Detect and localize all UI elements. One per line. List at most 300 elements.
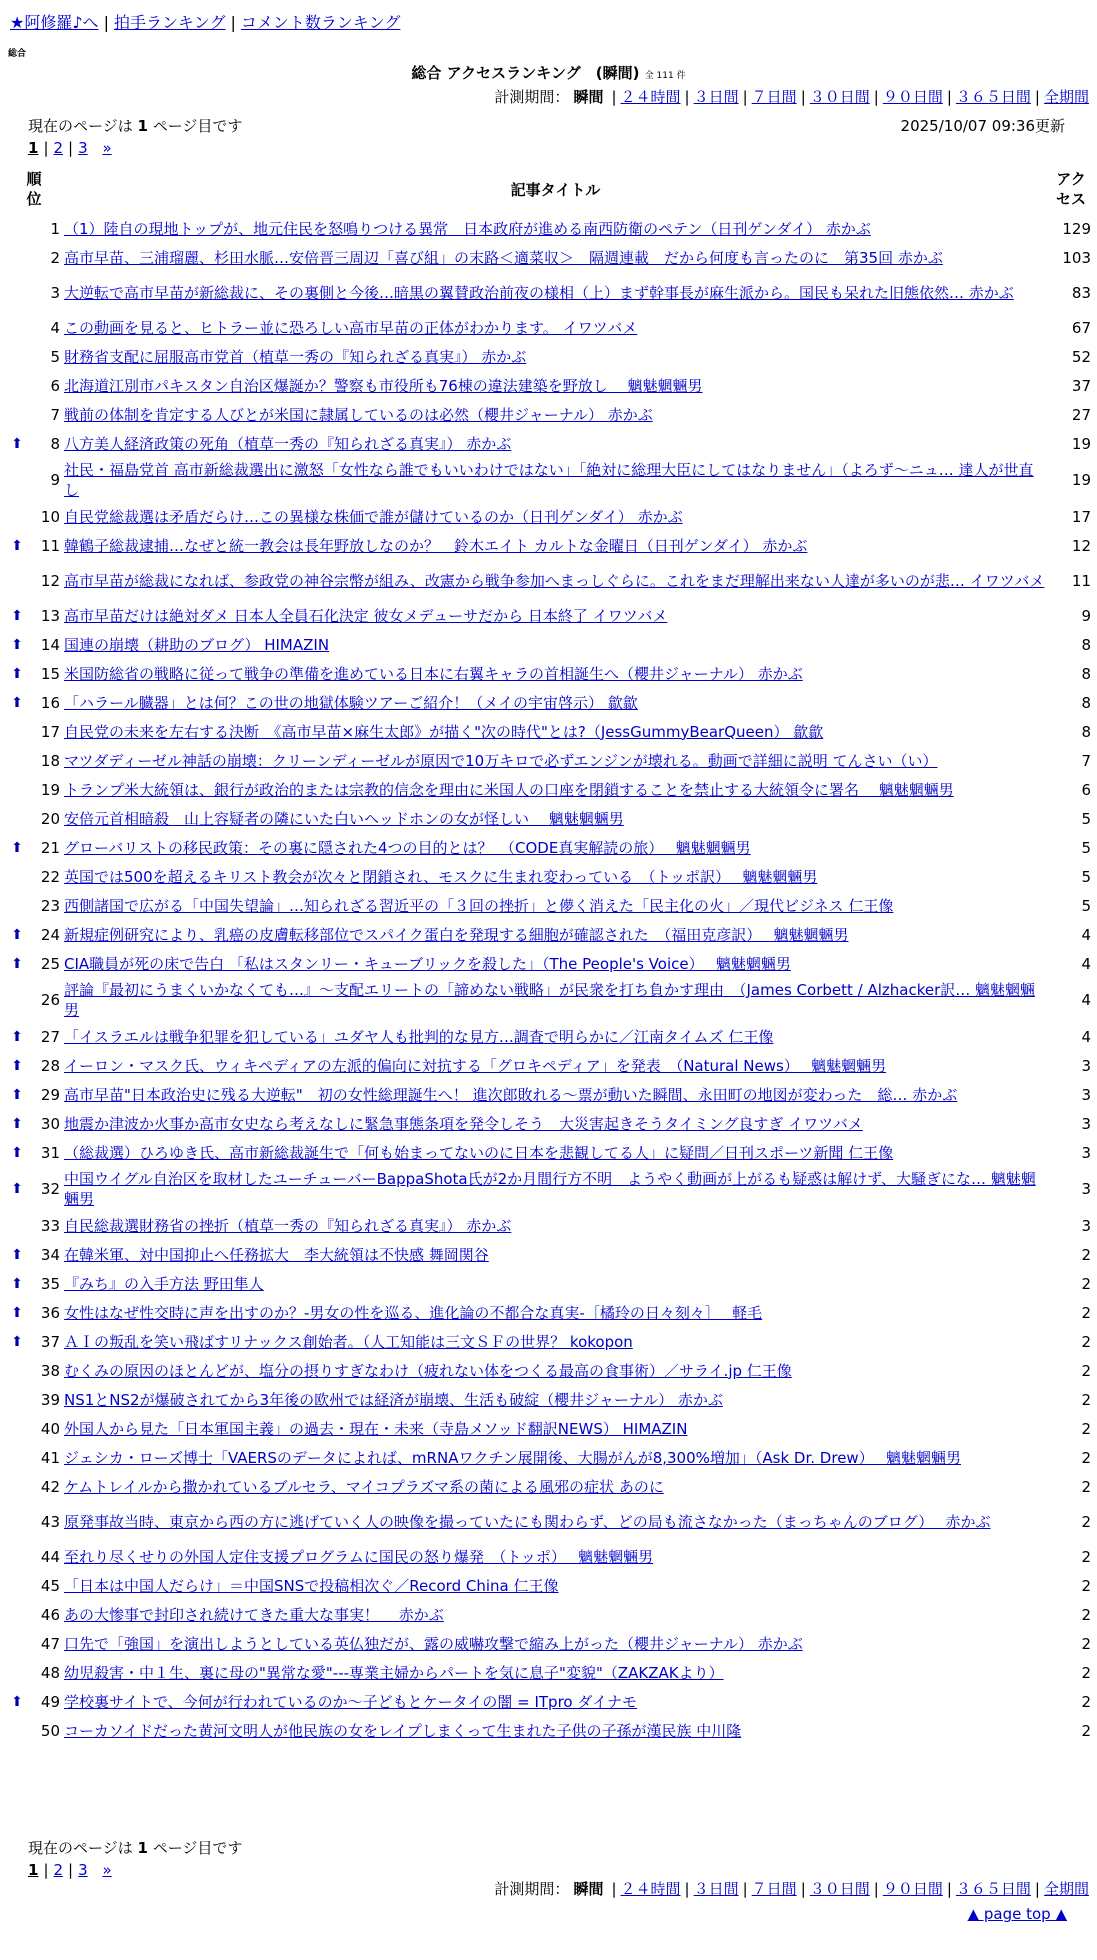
- row-title-cell: [62, 1658, 1049, 1687]
- article-title-link[interactable]: あの大惨事で封印され続けてきた重大な事実！ 赤かぶ: [64, 1605, 444, 1624]
- table-row: [6, 949, 1093, 978]
- header-title: 記事タイトル: [510, 180, 601, 199]
- pager-top: [28, 139, 112, 157]
- table-row: [6, 429, 1093, 458]
- up-arrow-icon: ⬆: [11, 839, 23, 856]
- table-row: [6, 1051, 1093, 1080]
- up-arrow-icon: ⬆: [11, 1304, 23, 1321]
- table-row: [6, 214, 1093, 243]
- table-row: [6, 746, 1093, 775]
- row-rank: 31: [40, 1143, 60, 1162]
- row-rank: 41: [40, 1448, 60, 1467]
- row-rank: 28: [40, 1056, 60, 1075]
- row-trend-cell: [6, 1051, 28, 1080]
- page-title-block: [0, 62, 1097, 83]
- period-sep: |: [800, 1880, 806, 1898]
- up-arrow-icon: ⬆: [11, 1057, 23, 1074]
- pager-info-top: [28, 115, 242, 136]
- row-trend-cell: [6, 862, 28, 891]
- ranking-body: [6, 214, 1093, 1745]
- pager-current: 1: [28, 139, 39, 157]
- pager-info-page: 1: [137, 1839, 148, 1857]
- up-arrow-icon: ⬆: [11, 1086, 23, 1103]
- article-title-link[interactable]: 西側諸国で広がる「中国失望論」…知られざる習近平の「３回の挫折」と儚く消えた「民主化の火」／現代ビジネス 仁王像: [64, 896, 894, 915]
- article-title-link[interactable]: 北海道江別市パキスタン自治区爆誕か？警察も市役所も76棟の違法建築を野放し 魑魅魍魎男: [64, 376, 703, 395]
- article-title-link[interactable]: 自民党総裁選は矛盾だらけ…この異様な株価で誰が儲けているのか（日刊ゲンダイ） 赤かぶ: [64, 507, 683, 526]
- article-title-link[interactable]: 八方美人経済政策の死角（植草一秀の『知られざる真実』） 赤かぶ: [64, 434, 512, 453]
- article-title-link[interactable]: 学校裏サイトで、今何が行われているのか〜子どもとケータイの闇 = ITpro ダイナモ: [64, 1692, 638, 1711]
- row-rank: 17: [40, 722, 60, 741]
- row-title-cell: [62, 1600, 1049, 1629]
- row-access-count: 2: [1081, 1605, 1091, 1624]
- article-title-link[interactable]: 高市早苗が総裁になれば、参政党の神谷宗幣が組み、改憲から戦争参加へまっしぐらに。これをまだ理解出来ない人達が多いのが悲… イワツバメ: [64, 571, 1045, 590]
- period-current: 瞬間: [573, 1880, 604, 1898]
- row-title-cell: [62, 949, 1049, 978]
- pager-page-3[interactable]: 3: [78, 1861, 88, 1879]
- row-access-count: 8: [1081, 693, 1091, 712]
- row-trend-cell: [6, 949, 28, 978]
- row-access-count: 3: [1081, 1216, 1091, 1235]
- row-access-count: 3: [1081, 1180, 1091, 1198]
- article-title-link[interactable]: 高市早苗、三浦瑠麗、杉田水脈…安倍晋三周辺「喜び組」の末路＜適菜収＞ 隔週連載 だから何度も言ったのに 第35回 赤かぶ: [64, 248, 943, 267]
- row-title-cell: [62, 1716, 1049, 1745]
- article-title-link[interactable]: 自民党の未来を左右する決断 《高市早苗×麻生太郎》が描く"次の時代"とは?（JessGummyBearQueen） 歙歙: [64, 722, 824, 741]
- pager-space: [93, 1861, 98, 1879]
- pager-page-2[interactable]: 2: [53, 139, 64, 157]
- row-title-cell: [62, 1298, 1049, 1327]
- table-row: [6, 1211, 1093, 1240]
- row-rank: 37: [40, 1332, 60, 1351]
- row-title-cell: [62, 1501, 1049, 1542]
- row-rank: 8: [50, 434, 60, 453]
- period-3d[interactable]: ３日間: [693, 1880, 739, 1898]
- article-title-link[interactable]: 「ハラール臓器」とは何？この世の地獄体験ツアーご紹介！（メイの宇宙啓示） 歙歙: [64, 693, 638, 712]
- nav-sep: |: [103, 13, 109, 32]
- table-row: [6, 1542, 1093, 1571]
- article-title-link[interactable]: 『みち』の入手方法 野田隼人: [64, 1274, 264, 1293]
- table-row: [6, 272, 1093, 313]
- up-arrow-icon: ⬆: [11, 1181, 23, 1197]
- row-access-count: 83: [1071, 283, 1091, 302]
- row-title-cell: [62, 1167, 1049, 1211]
- pager-page-3[interactable]: 3: [78, 139, 88, 157]
- period-sep: |: [1034, 88, 1040, 106]
- period-all[interactable]: 全期間: [1043, 88, 1089, 106]
- row-title-cell: [62, 1327, 1049, 1356]
- row-access-count: 9: [1081, 606, 1091, 625]
- row-access-count: 19: [1071, 471, 1091, 489]
- row-trend-cell: [6, 400, 28, 429]
- row-trend-cell: [6, 1501, 28, 1542]
- row-rank: 12: [40, 571, 60, 590]
- table-row: [6, 630, 1093, 659]
- table-row: [6, 1298, 1093, 1327]
- row-trend-cell: [6, 1687, 28, 1716]
- article-title-link[interactable]: グローバリストの移民政策：その裏に隠された4つの目的とは？ （CODE真実解読の旅） 魑魅魍魎男: [64, 838, 751, 857]
- row-trend-cell: [6, 1080, 28, 1109]
- table-row: [6, 1080, 1093, 1109]
- period-90d[interactable]: ９０日間: [882, 1880, 943, 1898]
- article-title-link[interactable]: 幼児殺害・中１生、裏に母の"異常な愛"---専業主婦からパートを気に息子"変貌"（ZAKZAKより）: [64, 1663, 724, 1682]
- row-title-cell: [62, 891, 1049, 920]
- row-trend-cell: [6, 630, 28, 659]
- article-title-link[interactable]: 韓鶴子総裁逮捕…なぜと統一教会は長年野放しなのか？ 鈴木エイト カルトな金曜日（日刊ゲンダイ） 赤かぶ: [64, 536, 808, 555]
- table-row: [6, 1138, 1093, 1167]
- row-access-count: 2: [1081, 1303, 1091, 1322]
- article-title-link[interactable]: 大逆転で高市早苗が新総裁に、その裏側と今後…暗黒の翼賛政治前夜の様相（上）まず幹事長が麻生派から。国民も呆れた旧態依然… 赤かぶ: [64, 283, 1014, 302]
- table-row: [6, 458, 1093, 502]
- header-access-label: アク セス: [1055, 170, 1086, 208]
- row-rank: 3: [50, 283, 60, 302]
- article-title-link[interactable]: 米国防総省の戦略に従って戦争の準備を進めている日本に右翼キャラの首相誕生へ（櫻井ジャーナル） 赤かぶ: [64, 664, 803, 683]
- page-title: 総合 アクセスランキング (瞬間): [411, 64, 640, 82]
- row-rank: 24: [40, 925, 60, 944]
- row-trend-cell: [6, 1138, 28, 1167]
- page-top-link[interactable]: ▲ page top ▲: [967, 1905, 1067, 1923]
- section-label: 総合: [8, 49, 27, 59]
- row-rank: 26: [40, 991, 60, 1009]
- article-title-link[interactable]: 口先で「強国」を演出しようとしている英仏独だが、露の威嚇攻撃で縮み上がった（櫻井ジャーナル） 赤かぶ: [64, 1634, 803, 1653]
- article-title-link[interactable]: 自民総裁選財務省の挫折（植草一秀の『知られざる真実』） 赤かぶ: [64, 1216, 512, 1235]
- row-trend-cell: [6, 1571, 28, 1600]
- table-row: [6, 1716, 1093, 1745]
- pager-next[interactable]: »: [102, 1861, 112, 1879]
- up-arrow-icon: ⬆: [11, 694, 23, 711]
- row-trend-cell: [6, 1414, 28, 1443]
- row-rank: 47: [40, 1634, 60, 1653]
- row-access-count: 2: [1081, 1419, 1091, 1438]
- row-rank: 32: [40, 1180, 60, 1198]
- row-trend-cell: [6, 1167, 28, 1211]
- row-rank: 7: [50, 405, 60, 424]
- article-title-link[interactable]: イーロン・マスク氏、ウィキペディアの左派的偏向に対抗する「グロキペディア」を発表 （Natural News） 魑魅魍魎男: [64, 1056, 887, 1075]
- row-rank: 1: [50, 219, 60, 238]
- row-access-count: 2: [1081, 1390, 1091, 1409]
- article-title-link[interactable]: 女性はなぜ性交時に声を出すのか？-男女の性を巡る、進化論の不都合な真実-［橘玲の日々刻々］ 軽毛: [64, 1303, 763, 1322]
- up-arrow-icon: ⬆: [11, 1275, 23, 1292]
- row-trend-cell: [6, 272, 28, 313]
- nav-link-applause-ranking[interactable]: 拍手ランキング: [113, 13, 226, 32]
- table-row: [6, 1571, 1093, 1600]
- row-trend-cell: [6, 429, 28, 458]
- period-all[interactable]: 全期間: [1043, 1880, 1089, 1898]
- article-title-link[interactable]: 新規症例研究により、乳癌の皮膚転移部位でスパイク蛋白を発現する細胞が確認された （福田克彦訳） 魑魅魍魎男: [64, 925, 849, 944]
- row-rank: 35: [40, 1274, 60, 1293]
- row-title-cell: [62, 1051, 1049, 1080]
- pager-space: [93, 139, 98, 157]
- row-trend-cell: [6, 833, 28, 862]
- table-row: [6, 804, 1093, 833]
- row-access-count: 4: [1081, 991, 1091, 1009]
- row-rank: 11: [40, 536, 60, 555]
- row-access-count: 52: [1071, 347, 1091, 366]
- row-trend-cell: [6, 1385, 28, 1414]
- period-sep: |: [800, 88, 806, 106]
- row-trend-cell: [6, 1629, 28, 1658]
- row-access-count: 17: [1071, 507, 1091, 526]
- row-title-cell: [62, 1542, 1049, 1571]
- table-row: [6, 560, 1093, 601]
- article-title-link[interactable]: むくみの原因のほとんどが、塩分の摂りすぎなわけ（疲れない体をつくる最高の食事術）／サライ.jp 仁王像: [64, 1361, 792, 1380]
- row-trend-cell: [6, 746, 28, 775]
- row-access-count: 3: [1081, 1143, 1091, 1162]
- article-title-link[interactable]: この動画を見ると、ヒトラー並に恐ろしい高市早苗の正体がわかります。 イワツバメ: [64, 318, 638, 337]
- period-sep: |: [1034, 1880, 1040, 1898]
- table-row: [6, 400, 1093, 429]
- row-title-cell: [62, 531, 1049, 560]
- row-access-count: 12: [1071, 536, 1091, 555]
- period-90d[interactable]: ９０日間: [882, 88, 943, 106]
- row-trend-cell: [6, 1600, 28, 1629]
- article-title-link[interactable]: （総裁選）ひろゆき氏、高市新総裁誕生で「何も始まってないのに日本を悲観してる人」に疑問／日刊スポーツ新聞 仁王像: [64, 1143, 894, 1162]
- row-rank: 43: [40, 1512, 60, 1531]
- row-title-cell: [62, 1109, 1049, 1138]
- row-trend-cell: [6, 342, 28, 371]
- row-title-cell: [62, 630, 1049, 659]
- pager-info-page: 1: [137, 117, 148, 135]
- row-trend-cell: [6, 313, 28, 342]
- header-rank: [6, 164, 62, 214]
- article-title-link[interactable]: 高市早苗だけは絶対ダメ 日本人全員石化決定 彼女メデューサだから 日本終了 イワツバメ: [64, 606, 668, 625]
- table-row: [6, 1658, 1093, 1687]
- period-label: 計測期間：: [494, 88, 570, 106]
- row-rank: 42: [40, 1477, 60, 1496]
- row-access-count: 8: [1081, 664, 1091, 683]
- table-row: [6, 502, 1093, 531]
- table-row: [6, 1414, 1093, 1443]
- row-trend-cell: [6, 1211, 28, 1240]
- row-access-count: 2: [1081, 1576, 1091, 1595]
- row-title-cell: [62, 313, 1049, 342]
- ranking-table: [6, 164, 1093, 1745]
- table-row: [6, 601, 1093, 630]
- article-title-link[interactable]: 国連の崩壊（耕助のブログ） HIMAZIN: [64, 635, 330, 654]
- pager-info-post: ページ目です: [147, 1839, 243, 1857]
- row-title-cell: [62, 458, 1049, 502]
- up-arrow-icon: ⬆: [11, 435, 23, 452]
- row-trend-cell: [6, 1658, 28, 1687]
- row-title-cell: [62, 243, 1049, 272]
- row-access-count: 2: [1081, 1512, 1091, 1531]
- article-title-link[interactable]: 高市早苗"日本政治史に残る大逆転" 初の女性総理誕生へ！ 進次郎敗れる〜票が動いた瞬間、永田町の地図が変わった 総… 赤かぶ: [64, 1085, 958, 1104]
- row-access-count: 37: [1071, 376, 1091, 395]
- row-title-cell: [62, 978, 1049, 1022]
- article-title-link[interactable]: ＡＩの叛乱を笑い飛ばすリナックス創始者。（人工知能は三文ＳＦの世界？ kokopon: [64, 1332, 633, 1351]
- row-trend-cell: [6, 1269, 28, 1298]
- row-trend-cell: [6, 560, 28, 601]
- article-title-link[interactable]: 在韓米軍、対中国抑止へ任務拡大 李大統領は不快感 舞岡関谷: [64, 1245, 489, 1264]
- pager-page-2[interactable]: 2: [53, 1861, 64, 1879]
- pager-next[interactable]: »: [102, 139, 112, 157]
- row-access-count: 5: [1081, 838, 1091, 857]
- table-row: [6, 862, 1093, 891]
- table-row: [6, 891, 1093, 920]
- article-title-link[interactable]: 外国人から見た「日本軍国主義」の過去・現在・未来（寺島メソッド翻訳NEWS） HIMAZIN: [64, 1419, 688, 1438]
- row-trend-cell: [6, 243, 28, 272]
- period-30d[interactable]: ３０日間: [809, 88, 870, 106]
- row-access-count: 67: [1071, 318, 1091, 337]
- row-title-cell: [62, 429, 1049, 458]
- period-365d[interactable]: ３６５日間: [955, 1880, 1031, 1898]
- table-row: [6, 1443, 1093, 1472]
- period-nav-bottom: [494, 1878, 1089, 1899]
- nav-link-ashura[interactable]: ★阿修羅♪へ: [10, 13, 99, 32]
- row-access-count: 2: [1081, 1634, 1091, 1653]
- up-arrow-icon: ⬆: [11, 955, 23, 972]
- row-rank: 20: [40, 809, 60, 828]
- article-title-link[interactable]: ケムトレイルから撒かれているブルセラ、マイコプラズマ系の菌による風邪の症状 あのに: [64, 1477, 664, 1496]
- table-row: [6, 833, 1093, 862]
- row-title-cell: [62, 746, 1049, 775]
- row-rank: 21: [40, 838, 60, 857]
- row-rank: 13: [40, 606, 60, 625]
- row-trend-cell: [6, 1542, 28, 1571]
- row-access-count: 2: [1081, 1547, 1091, 1566]
- updated-timestamp: 2025/10/07 09:36更新: [900, 117, 1065, 135]
- row-title-cell: [62, 214, 1049, 243]
- row-rank: 25: [40, 954, 60, 973]
- period-sep: |: [873, 1880, 879, 1898]
- row-access-count: 129: [1062, 219, 1091, 238]
- article-title-link[interactable]: マツダディーゼル神話の崩壊：クリーンディーゼルが原因で10万キロで必ずエンジンが壊れる。動画で詳細に説明 てんさい（い）: [64, 751, 938, 770]
- article-title-link[interactable]: トランプ米大統領は、銀行が政治的または宗教的信念を理由に米国人の口座を閉鎖することを禁止する大統領令に署名 魑魅魍魎男: [64, 780, 954, 799]
- row-title-cell: [62, 688, 1049, 717]
- row-trend-cell: [6, 371, 28, 400]
- article-title-link[interactable]: 中国ウイグル自治区を取材したユーチューバーBappaShota氏が2か月間行方不明 ようやく動画が上がるも疑惑は解けず、大騒ぎにな… 魑魅魍魎男: [64, 1170, 1036, 1208]
- row-access-count: 2: [1081, 1448, 1091, 1467]
- row-rank: 38: [40, 1361, 60, 1380]
- row-access-count: 4: [1081, 925, 1091, 944]
- row-rank: 49: [40, 1692, 60, 1711]
- up-arrow-icon: ⬆: [11, 1333, 23, 1350]
- row-access-count: 103: [1062, 248, 1091, 267]
- row-title-cell: [62, 560, 1049, 601]
- period-24h[interactable]: ２４時間: [620, 88, 681, 106]
- article-title-link[interactable]: 「日本は中国人だらけ」＝中国SNSで投稿相次ぐ／Record China 仁王像: [64, 1576, 559, 1595]
- row-access-count: 3: [1081, 1056, 1091, 1075]
- article-title-link[interactable]: 地震か津波か火事か高市女史なら考えなしに緊急事態条項を発令しそう 大災害起きそうタイミング良すぎ イワツバメ: [64, 1114, 863, 1133]
- table-row: [6, 717, 1093, 746]
- table-row: [6, 659, 1093, 688]
- row-title-cell: [62, 717, 1049, 746]
- pager-info-pre: 現在のページは: [28, 1839, 138, 1857]
- row-rank: 46: [40, 1605, 60, 1624]
- article-title-link[interactable]: 「イスラエルは戦争犯罪を犯している」ユダヤ人も批判的な見方…調査で明らかに／江南タイムズ 仁王像: [64, 1027, 774, 1046]
- period-sep: |: [742, 88, 748, 106]
- period-7d[interactable]: ７日間: [751, 88, 797, 106]
- period-3d[interactable]: ３日間: [693, 88, 739, 106]
- row-title-cell: [62, 833, 1049, 862]
- article-title-link[interactable]: 財務省支配に屈服高市党首（植草一秀の『知られざる真実』） 赤かぶ: [64, 347, 527, 366]
- row-rank: 36: [40, 1303, 60, 1322]
- table-row: [6, 978, 1093, 1022]
- article-title-link[interactable]: NS1とNS2が爆破されてから3年後の欧州では経済が崩壊、生活も破綻（櫻井ジャーナル） 赤かぶ: [64, 1390, 723, 1409]
- period-7d[interactable]: ７日間: [751, 1880, 797, 1898]
- row-title-cell: [62, 862, 1049, 891]
- article-title-link[interactable]: 英国では500を超えるキリスト教会が次々と閉鎖され、モスクに生まれ変わっている （トッポ訳） 魑魅魍魎男: [64, 867, 818, 886]
- up-arrow-icon: ⬆: [11, 1115, 23, 1132]
- article-title-link[interactable]: 至れり尽くせりの外国人定住支援プログラムに国民の怒り爆発 （トッポ） 魑魅魍魎男: [64, 1547, 654, 1566]
- table-row: [6, 1022, 1093, 1051]
- table-row: [6, 688, 1093, 717]
- row-rank: 4: [50, 318, 60, 337]
- pager-sep: |: [68, 139, 74, 157]
- row-access-count: 5: [1081, 896, 1091, 915]
- row-title-cell: [62, 400, 1049, 429]
- table-row: [6, 1385, 1093, 1414]
- row-access-count: 11: [1071, 571, 1091, 590]
- row-title-cell: [62, 1571, 1049, 1600]
- row-access-count: 19: [1071, 434, 1091, 453]
- row-title-cell: [62, 502, 1049, 531]
- row-title-cell: [62, 1629, 1049, 1658]
- row-trend-cell: [6, 458, 28, 502]
- period-24h[interactable]: ２４時間: [620, 1880, 681, 1898]
- article-title-link[interactable]: 戦前の体制を肯定する人びとが米国に隷属しているのは必然（櫻井ジャーナル） 赤かぶ: [64, 405, 653, 424]
- article-title-link[interactable]: 安倍元首相暗殺 山上容疑者の隣にいた白いヘッドホンの女が怪しい 魑魅魍魎男: [64, 809, 624, 828]
- row-trend-cell: [6, 1109, 28, 1138]
- row-rank: 45: [40, 1576, 60, 1595]
- table-row: [6, 313, 1093, 342]
- row-rank: 27: [40, 1027, 60, 1046]
- row-title-cell: [62, 371, 1049, 400]
- row-access-count: 2: [1081, 1692, 1091, 1711]
- row-trend-cell: [6, 891, 28, 920]
- article-title-link[interactable]: CIA職員が死の床で告白 「私はスタンリー・キューブリックを殺した」（The People's Voice） 魑魅魍魎男: [64, 954, 791, 973]
- nav-link-comment-ranking[interactable]: コメント数ランキング: [240, 13, 401, 32]
- period-current: 瞬間: [573, 88, 604, 106]
- row-trend-cell: [6, 1298, 28, 1327]
- period-nav-top: [494, 86, 1089, 107]
- pager-info-pre: 現在のページは: [28, 117, 138, 135]
- article-title-link[interactable]: コーカソイドだった黄河文明人が他民族の女をレイプしまくって生まれた子供の子孫が漢民族 中川隆: [64, 1721, 742, 1740]
- row-access-count: 5: [1081, 809, 1091, 828]
- article-title-link[interactable]: （1）陸自の現地トップが、地元住民を怒鳴りつける異常 日本政府が進める南西防衛のペテン（日刊ゲンダイ） 赤かぶ: [64, 219, 871, 238]
- row-access-count: 6: [1081, 780, 1091, 799]
- row-trend-cell: [6, 920, 28, 949]
- pager-sep: |: [43, 1861, 49, 1879]
- pager-current: 1: [28, 1861, 39, 1879]
- row-title-cell: [62, 1269, 1049, 1298]
- row-rank: 23: [40, 896, 60, 915]
- row-trend-cell: [6, 601, 28, 630]
- row-title-cell: [62, 804, 1049, 833]
- row-rank: 19: [40, 780, 60, 799]
- row-title-cell: [62, 1472, 1049, 1501]
- period-sep: |: [946, 1880, 952, 1898]
- row-rank: 10: [40, 507, 60, 526]
- row-rank: 30: [40, 1114, 60, 1133]
- pager-info-post: ページ目です: [147, 117, 243, 135]
- article-title-link[interactable]: 社民・福島党首 高市新総裁選出に激怒「女性なら誰でもいいわけではない」「絶対に総理大臣にしてはなりません」（よろず～ニュ… 達人が世直し: [64, 461, 1034, 499]
- up-arrow-icon: ⬆: [11, 607, 23, 624]
- row-title-cell: [62, 601, 1049, 630]
- row-trend-cell: [6, 659, 28, 688]
- nav-sep: |: [230, 13, 236, 32]
- row-access-count: 3: [1081, 1114, 1091, 1133]
- article-title-link[interactable]: 評論『最初にうまくいかなくても…』〜支配エリートの「諦めない戦略」が民衆を打ち負かす理由 （James Corbett / Alzhacker訳… 魑魅魍魎男: [64, 981, 1036, 1019]
- row-rank: 6: [50, 376, 60, 395]
- row-title-cell: [62, 775, 1049, 804]
- header-access: [1049, 164, 1093, 214]
- row-rank: 5: [50, 347, 60, 366]
- row-rank: 39: [40, 1390, 60, 1409]
- period-30d[interactable]: ３０日間: [809, 1880, 870, 1898]
- row-title-cell: [62, 272, 1049, 313]
- article-title-link[interactable]: 原発事故当時、東京から西の方に逃げていく人の映像を撮っていたにも関わらず、どの局も流さなかった（まっちゃんのブログ） 赤かぶ: [64, 1512, 991, 1531]
- article-title-link[interactable]: ジェシカ・ローズ博士「VAERSのデータによれば、mRNAワクチン展開後、大腸がんが8,300%増加」（Ask Dr. Drew） 魑魅魍魎男: [64, 1448, 961, 1467]
- period-365d[interactable]: ３６５日間: [955, 88, 1031, 106]
